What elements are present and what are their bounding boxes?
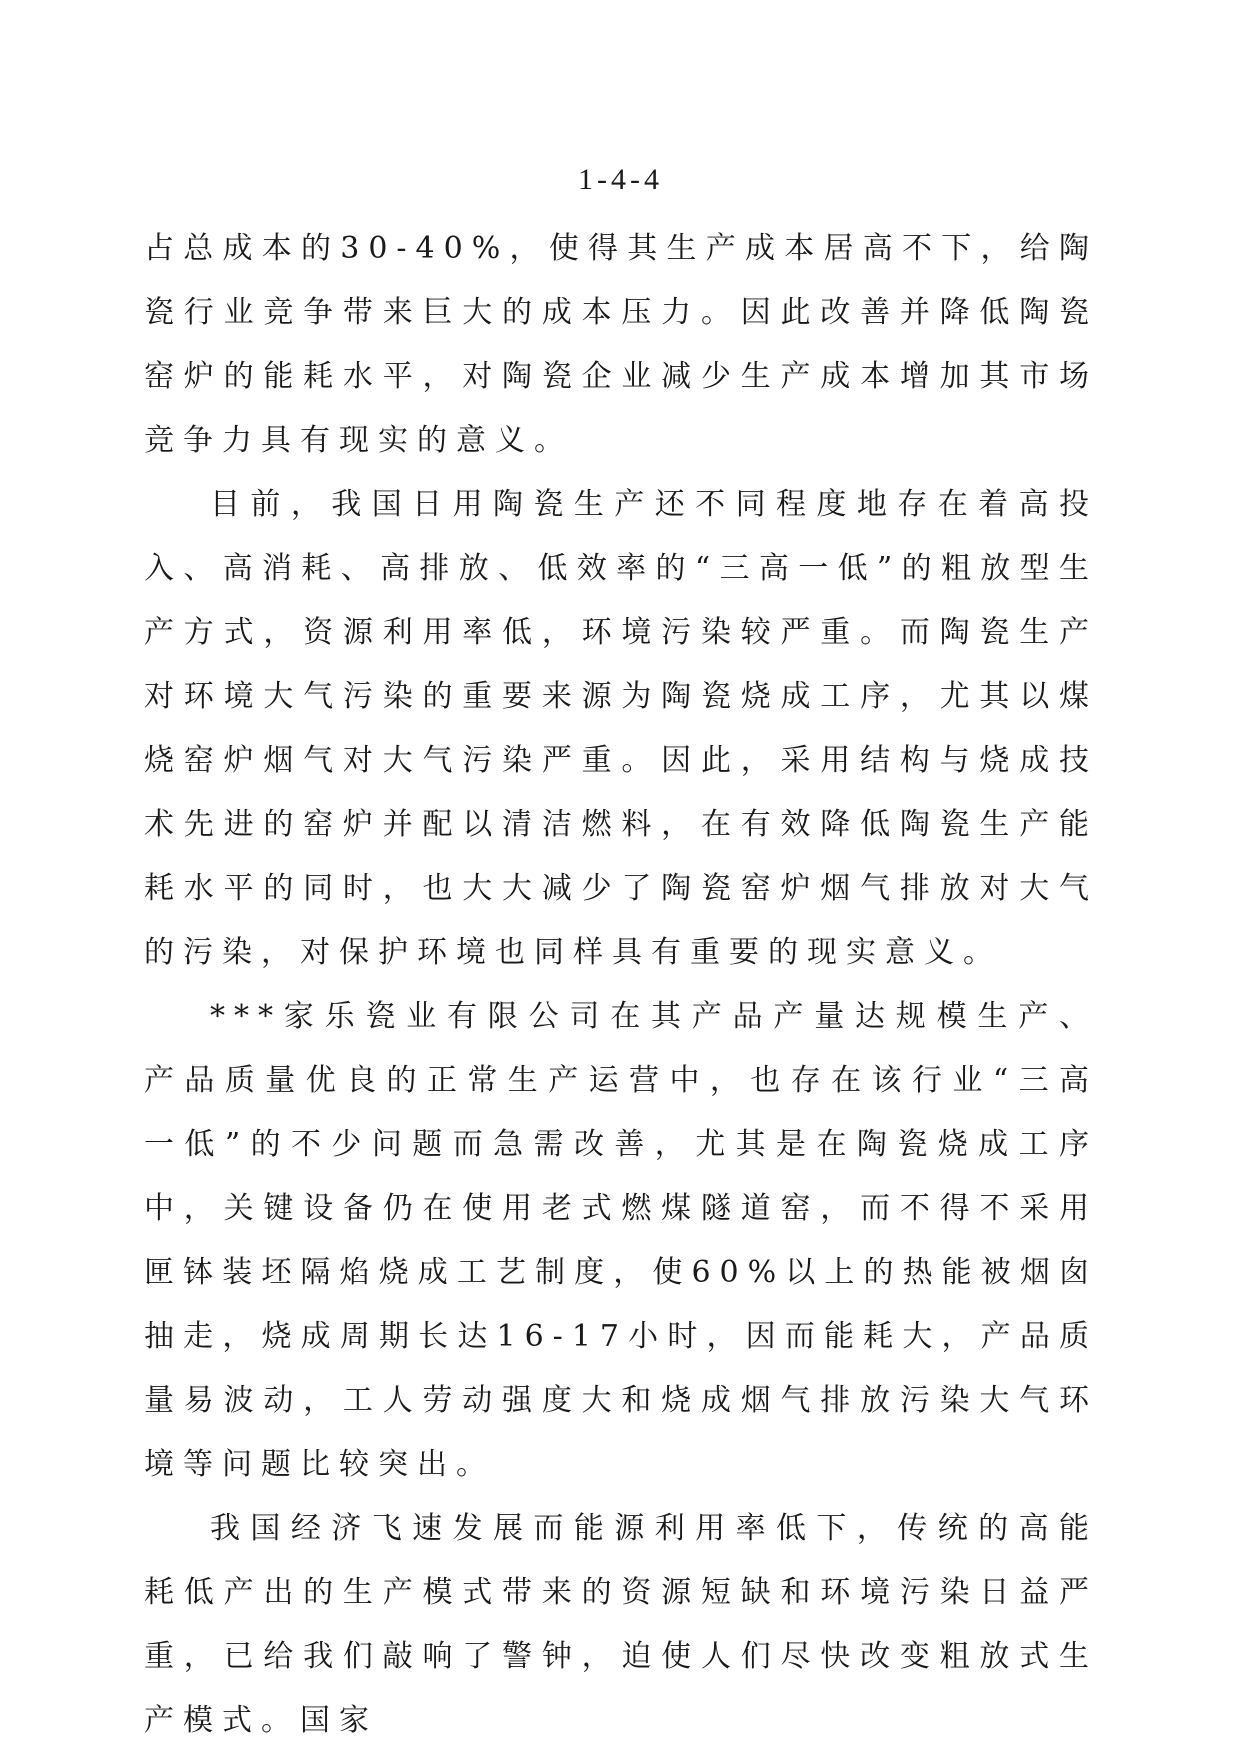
paragraph-national: 我国经济飞速发展而能源利用率低下，传统的高能耗低产出的生产模式带来的资源短缺和环境污染日益严重，已给我们敲响了警钟，迫使人们尽快改变粗放式生产模式。国家 <box>144 1511 1098 1738</box>
page-number: 1-4-4 <box>578 163 663 196</box>
paragraph-continuation: 占总成本的30-40%，使得其生产成本居高不下，给陶瓷行业竞争带来巨大的成本压力。因此改善并降低陶瓷窑炉的能耗水平，对陶瓷企业减少生产成本增加其市场竞争力具有现实的意义。 <box>144 231 1098 458</box>
body-text <box>144 217 1098 1753</box>
paragraph-company: ***家乐瓷业有限公司在其产品产量达规模生产、产品质量优良的正常生产运营中，也存在该行业“三高一低”的不少问题而急需改善，尤其是在陶瓷烧成工序中，关键设备仍在使用老式燃煤隧道窑，而不得不采用匣钵装坯隔焰烧成工艺制度，使60%以上的热能被烟囱抽走，烧成周期长达16-17小时，因而能耗大，产品质量易波动，工人劳动强度大和烧成烟气排放污染大气环境等问题比较突出。 <box>144 999 1098 1482</box>
paragraph-pollution: 目前，我国日用陶瓷生产还不同程度地存在着高投入、高消耗、高排放、低效率的“三高一低”的粗放型生产方式，资源利用率低，环境污染较严重。而陶瓷生产对环境大气污染的重要来源为陶瓷烧成工序，尤其以煤烧窑炉烟气对大气污染严重。因此，采用结构与烧成技术先进的窑炉并配以清洁燃料，在有效降低陶瓷生产能耗水平的同时，也大大减少了陶瓷窑炉烟气排放对大气的污染，对保护环境也同样具有重要的现实意义。 <box>144 487 1098 970</box>
